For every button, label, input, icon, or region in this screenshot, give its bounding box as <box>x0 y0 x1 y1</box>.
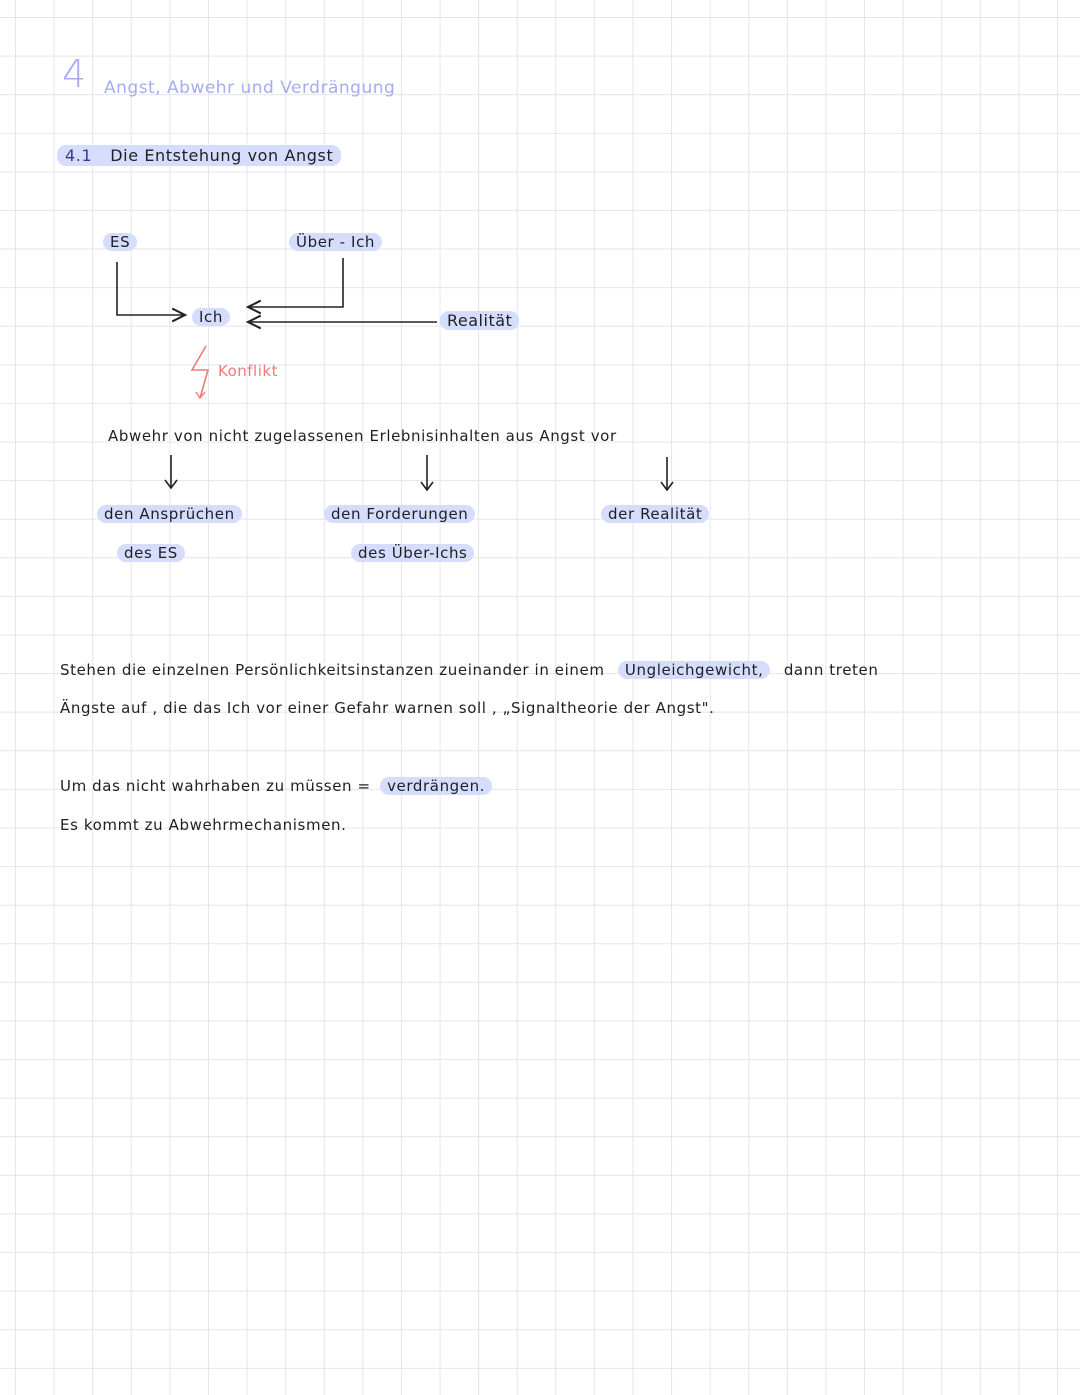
ich-label: Ich <box>192 308 230 326</box>
section-title: Die Entstehung von Angst <box>110 146 334 165</box>
abwehr-heading: Abwehr von nicht zugelassenen Erlebnisinhalten aus Angst vor <box>108 427 617 445</box>
conclusion-line-1-text: Um das nicht wahrhaben zu müssen = <box>60 777 371 795</box>
paragraph-line-1-end: dann treten <box>783 661 879 679</box>
col3-line1: der Realität <box>601 505 709 523</box>
col2-line1: den Forderungen <box>324 505 475 523</box>
conclusion-line-1 <box>60 777 492 795</box>
paragraph-line-2: Ängste auf , die das Ich vor einer Gefahr warnen soll , „Signaltheorie der Angst". <box>60 699 715 717</box>
konflikt-label: Konflikt <box>218 362 278 380</box>
col1-line2: des ES <box>117 544 185 562</box>
chapter-title: Angst, Abwehr und Verdrängung <box>104 78 396 98</box>
conclusion-line-2: Es kommt zu Abwehrmechanismen. <box>60 816 347 834</box>
section-number: 4.1 <box>65 146 93 165</box>
col2-line2: des Über-Ichs <box>351 544 474 562</box>
realitaet-label: Realität <box>440 311 519 330</box>
ungleichgewicht-highlight: Ungleichgewicht, <box>618 661 771 679</box>
paragraph-line-1 <box>60 661 878 679</box>
paragraph-line-1-text: Stehen die einzelnen Persönlichkeitsinstanzen zueinander in einem <box>60 661 605 679</box>
chapter-number: 4 <box>62 52 87 96</box>
abwehr-arrows <box>0 0 1080 500</box>
verdraengen-highlight: verdrängen. <box>380 777 492 795</box>
col1-line1: den Ansprüchen <box>97 505 242 523</box>
es-label: ES <box>103 233 137 251</box>
ueber-ich-label: Über - Ich <box>289 233 382 251</box>
